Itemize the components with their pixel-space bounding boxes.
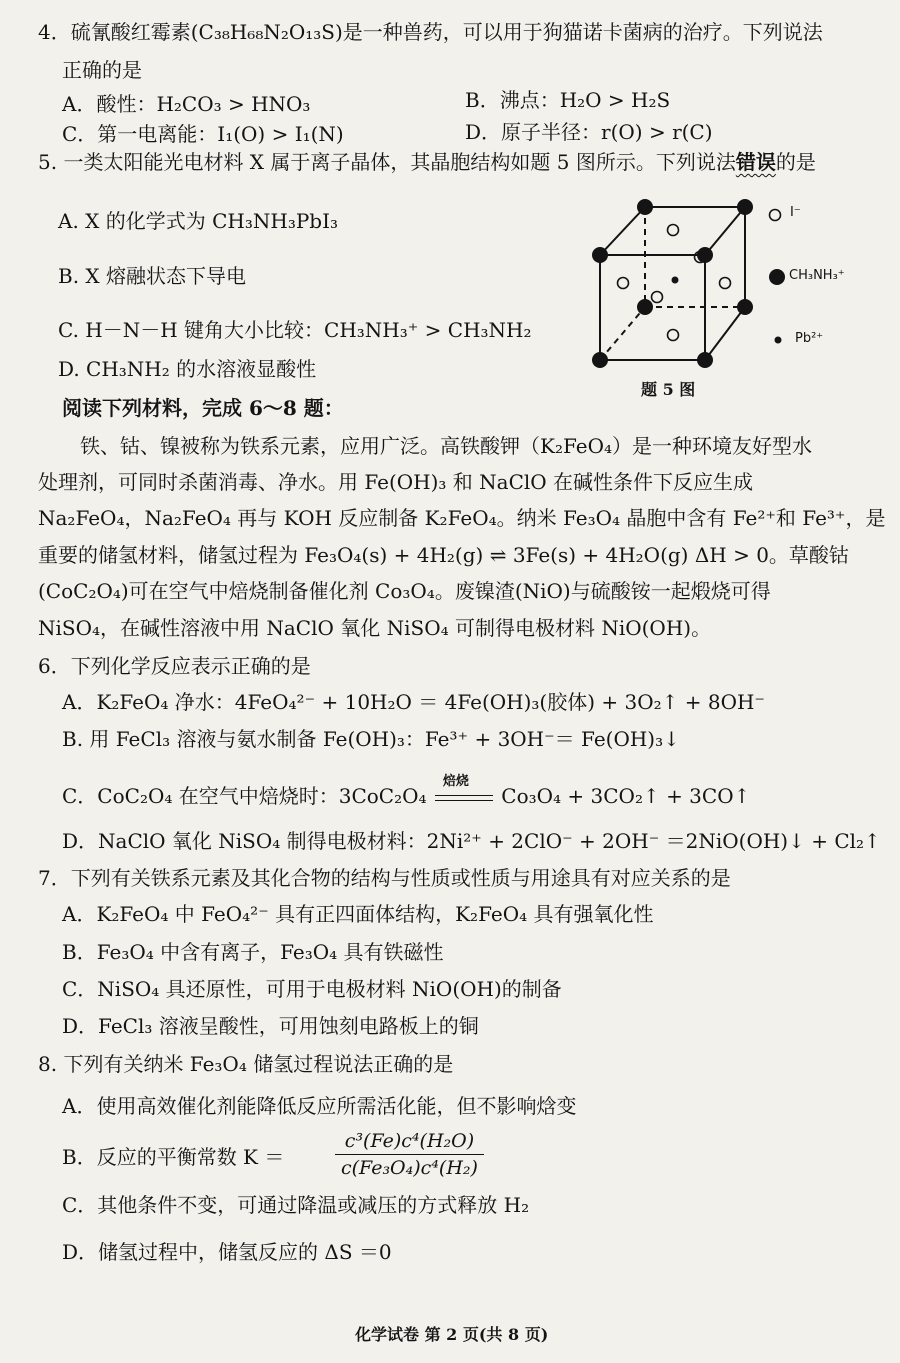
legend-large-filled-circle-icon xyxy=(769,269,785,285)
q5-option-a: A. X 的化学式为 CH₃NH₃PbI₃ xyxy=(58,209,339,233)
q5-option-d: D. CH₃NH₂ 的水溶液显酸性 xyxy=(58,357,317,381)
q8-option-b-pre: B．反应的平衡常数 K ＝ xyxy=(62,1145,285,1169)
face-ion xyxy=(668,330,679,341)
reaction-condition-label: 焙烧 xyxy=(442,773,469,789)
face-ion xyxy=(652,292,663,303)
q5-stem-pre: 5. 一类太阳能光电材料 X 属于离子晶体，其晶胞结构如题 5 图所示。下列说法 xyxy=(38,150,736,174)
q8-option-a: A．使用高效催化剂能降低反应所需活化能，但不影响焓变 xyxy=(62,1094,577,1118)
legend-label-methylammonium: CH₃NH₃⁺ xyxy=(789,268,845,283)
face-ion xyxy=(668,225,679,236)
q5-option-c: C. H－N－H 键角大小比较：CH₃NH₃⁺ > CH₃NH₂ xyxy=(58,318,532,342)
q4-option-a: A．酸性：H₂CO₃ > HNO₃ xyxy=(62,92,311,116)
fraction-numerator: c³(Fe)c⁴(H₂O) xyxy=(344,1130,475,1152)
corner-ion xyxy=(697,352,713,368)
cube-edges xyxy=(600,207,745,360)
q6-option-c-post: Co₃O₄ + 3CO₂↑ + 3CO↑ xyxy=(501,784,751,808)
corner-ion xyxy=(592,352,608,368)
corner-ion xyxy=(737,299,753,315)
legend-label-lead: Pb²⁺ xyxy=(795,331,824,346)
q7-option-d: D．FeCl₃ 溶液呈酸性，可用蚀刻电路板上的铜 xyxy=(62,1014,479,1038)
legend-label-anion: I⁻ xyxy=(790,205,801,220)
q4-option-c: C．第一电离能：I₁(O) > I₁(N) xyxy=(62,122,344,146)
q6-option-a: A．K₂FeO₄ 净水：4FeO₄²⁻ + 10H₂O ＝ 4Fe(OH)₃(胶体) + 3O₂↑ + 8OH⁻ xyxy=(62,690,765,714)
q7-option-c: C．NiSO₄ 具还原性，可用于电极材料 NiO(OH)的制备 xyxy=(62,977,562,1001)
corner-ion xyxy=(737,199,753,215)
face-ion xyxy=(720,278,731,289)
q6-stem: 6．下列化学反应表示正确的是 xyxy=(38,654,311,678)
face-ion xyxy=(618,278,629,289)
legend-open-circle-icon xyxy=(770,210,781,221)
q8-option-d: D．储氢过程中，储氢反应的 ΔS ＝0 xyxy=(62,1240,392,1264)
q4-stem-line2: 正确的是 xyxy=(62,58,142,82)
passage-line3: Na₂FeO₄，Na₂FeO₄ 再与 KOH 反应制备 K₂FeO₄。纳米 Fe₃O₄ 晶胞中含有 Fe²⁺和 Fe³⁺，是 xyxy=(38,506,886,530)
q5-stem xyxy=(38,148,816,176)
passage-line1: 铁、钴、镍被称为铁系元素，应用广泛。高铁酸钾（K₂FeO₄）是一种环境友好型水 xyxy=(80,434,812,458)
equilibrium-constant-fraction xyxy=(335,1128,484,1181)
q6-option-d: D．NaClO 氧化 NiSO₄ 制得电极材料：2Ni²⁺ + 2ClO⁻ + 2OH⁻ ＝2NiO(OH)↓ + Cl₂↑ xyxy=(62,829,881,853)
q4-option-b: B．沸点：H₂O > H₂S xyxy=(465,88,671,112)
q4-stem-line1: 4．硫氰酸红霉素(C₃₈H₆₈N₂O₁₃S)是一种兽药，可以用于狗猫诺卡菌病的治疗。下列说法 xyxy=(38,20,823,44)
passage-line4: 重要的储氢材料，储氢过程为 Fe₃O₄(s) + 4H₂(g) ⇌ 3Fe(s) + 4H₂O(g) ΔH > 0。草酸钴 xyxy=(38,543,849,567)
q6-option-b: B. 用 FeCl₃ 溶液与氨水制备 Fe(OH)₃：Fe³⁺ + 3OH⁻＝ Fe(OH)₃↓ xyxy=(62,727,680,751)
q7-option-b: B．Fe₃O₄ 中含有离子，Fe₃O₄ 具有铁磁性 xyxy=(62,940,444,964)
reaction-condition-arrow xyxy=(433,773,495,808)
q8-option-c: C．其他条件不变，可通过降温或减压的方式释放 H₂ xyxy=(62,1193,530,1217)
corner-ion xyxy=(637,199,653,215)
q7-stem: 7．下列有关铁系元素及其化合物的结构与性质或性质与用途具有对应关系的是 xyxy=(38,866,731,890)
passage-line2: 处理剂，可同时杀菌消毒、净水。用 Fe(OH)₃ 和 NaClO 在碱性条件下反应生成 xyxy=(38,470,754,494)
q5-stem-post: 的是 xyxy=(775,150,816,174)
q6-option-c-pre: C．CoC₂O₄ 在空气中焙烧时：3CoC₂O₄ xyxy=(62,784,427,808)
legend-small-filled-circle-icon xyxy=(775,337,782,344)
q7-option-a: A．K₂FeO₄ 中 FeO₄²⁻ 具有正四面体结构，K₂FeO₄ 具有强氧化性 xyxy=(62,902,654,926)
corner-ion xyxy=(592,247,608,263)
page-footer: 化学试卷 第 2 页(共 8 页) xyxy=(355,1325,549,1344)
corner-ion xyxy=(637,299,653,315)
figure-caption: 题 5 图 xyxy=(641,380,696,399)
passage-line6: NiSO₄，在碱性溶液中用 NaClO 氧化 NiSO₄ 可制得电极材料 NiO(OH)。 xyxy=(38,616,712,640)
fraction-denominator: c(Fe₃O₄)c⁴(H₂) xyxy=(341,1157,478,1179)
passage-line5: (CoC₂O₄)可在空气中焙烧制备催化剂 Co₃O₄。废镍渣(NiO)与硫酸铵一起煅烧可得 xyxy=(38,579,771,603)
q6-option-c xyxy=(62,773,751,810)
q8-stem: 8. 下列有关纳米 Fe₃O₄ 储氢过程说法正确的是 xyxy=(38,1052,454,1076)
passage-heading: 阅读下列材料，完成 6～8 题： xyxy=(62,396,344,420)
q5-stem-emphasis: 错误 xyxy=(735,150,776,174)
q4-option-d: D．原子半径：r(O) > r(C) xyxy=(465,120,713,144)
q5-option-b: B. X 熔融状态下导电 xyxy=(58,264,247,288)
body-center-ion xyxy=(672,277,679,284)
